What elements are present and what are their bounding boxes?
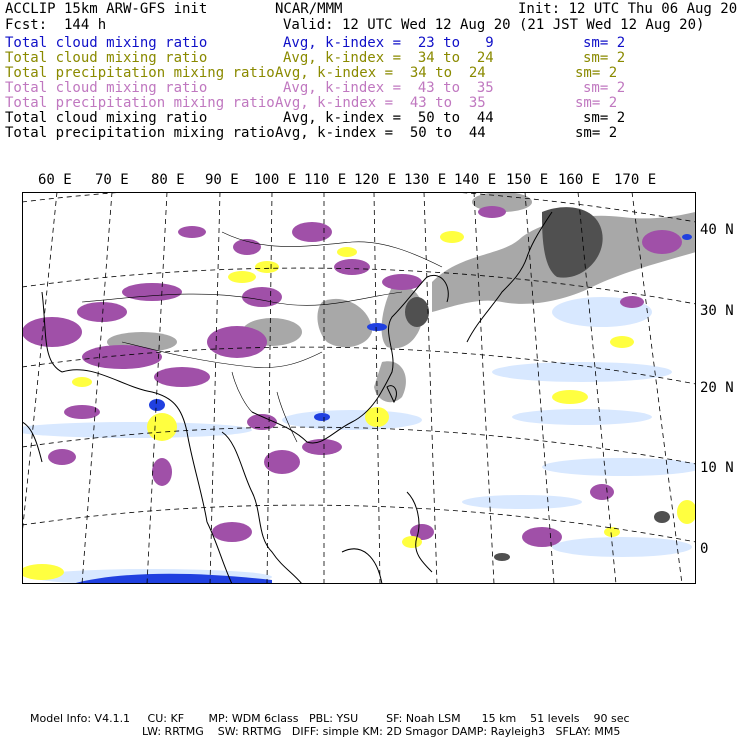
- lon-label: 170 E: [614, 172, 657, 188]
- valid-time: Valid: 12 UTC Wed 12 Aug 20 (21 JST Wed 12 Aug 20): [283, 17, 705, 33]
- field-name: Total cloud mixing ratio: [5, 35, 208, 51]
- lon-label: 60 E: [38, 172, 72, 188]
- field-index-range: Avg, k-index = 43 to 35: [283, 80, 494, 96]
- lon-label: 80 E: [151, 172, 185, 188]
- legend-row: [5, 66, 735, 81]
- lon-label: 160 E: [558, 172, 601, 188]
- lon-label: 100 E: [254, 172, 297, 188]
- forecast-hour: Fcst: 144 h: [5, 17, 107, 33]
- lon-label: 110 E: [304, 172, 347, 188]
- field-smoothing: sm= 2: [583, 80, 626, 96]
- field-name: Total precipitation mixing ratio: [5, 125, 275, 141]
- init-time: Init: 12 UTC Thu 06 Aug 20: [518, 1, 738, 17]
- lon-label: 150 E: [506, 172, 549, 188]
- field-index-range: Avg, k-index = 34 to 24: [275, 65, 486, 81]
- model-info-line1: Model Info: V4.1.1 CU: KF MP: WDM 6class PBL: YSU SF: Noah LSM 15 km 51 levels 90 sec: [30, 712, 630, 725]
- field-smoothing: sm= 2: [575, 65, 618, 81]
- lat-label: 20 N: [700, 380, 734, 396]
- legend-row: [5, 36, 735, 51]
- legend-row: [5, 126, 735, 141]
- field-name: Total cloud mixing ratio: [5, 80, 208, 96]
- field-name: Total cloud mixing ratio: [5, 110, 208, 126]
- lon-label: 140 E: [454, 172, 497, 188]
- legend-row: [5, 81, 735, 96]
- lat-label: 10 N: [700, 460, 734, 476]
- field-name: Total cloud mixing ratio: [5, 50, 208, 66]
- field-smoothing: sm= 2: [583, 50, 626, 66]
- legend-row: [5, 51, 735, 66]
- legend-row: [5, 96, 735, 111]
- lon-label: 120 E: [354, 172, 397, 188]
- field-smoothing: sm= 2: [583, 35, 626, 51]
- legend-row: [5, 111, 735, 126]
- lat-label: 40 N: [700, 222, 734, 238]
- lon-label: 130 E: [404, 172, 447, 188]
- field-index-range: Avg, k-index = 23 to 9: [283, 35, 494, 51]
- lon-label: 70 E: [95, 172, 129, 188]
- field-smoothing: sm= 2: [583, 110, 626, 126]
- lat-label: 30 N: [700, 303, 734, 319]
- map-title: ACCLIP 15km ARW-GFS init: [5, 1, 208, 17]
- field-name: Total precipitation mixing ratio: [5, 65, 275, 81]
- forecast-map: [22, 192, 696, 584]
- model-info-line2: LW: RRTMG SW: RRTMG DIFF: simple KM: 2D Smagor DAMP: Rayleigh3 SFLAY: MM5: [142, 725, 621, 738]
- lon-label: 90 E: [205, 172, 239, 188]
- field-smoothing: sm= 2: [575, 125, 618, 141]
- field-smoothing: sm= 2: [575, 95, 618, 111]
- field-index-range: Avg, k-index = 34 to 24: [283, 50, 494, 66]
- organization-label: NCAR/MMM: [275, 1, 343, 17]
- field-name: Total precipitation mixing ratio: [5, 95, 275, 111]
- field-index-range: Avg, k-index = 50 to 44: [275, 125, 486, 141]
- field-index-range: Avg, k-index = 43 to 35: [275, 95, 486, 111]
- field-index-range: Avg, k-index = 50 to 44: [283, 110, 494, 126]
- lat-label: 0: [700, 541, 709, 557]
